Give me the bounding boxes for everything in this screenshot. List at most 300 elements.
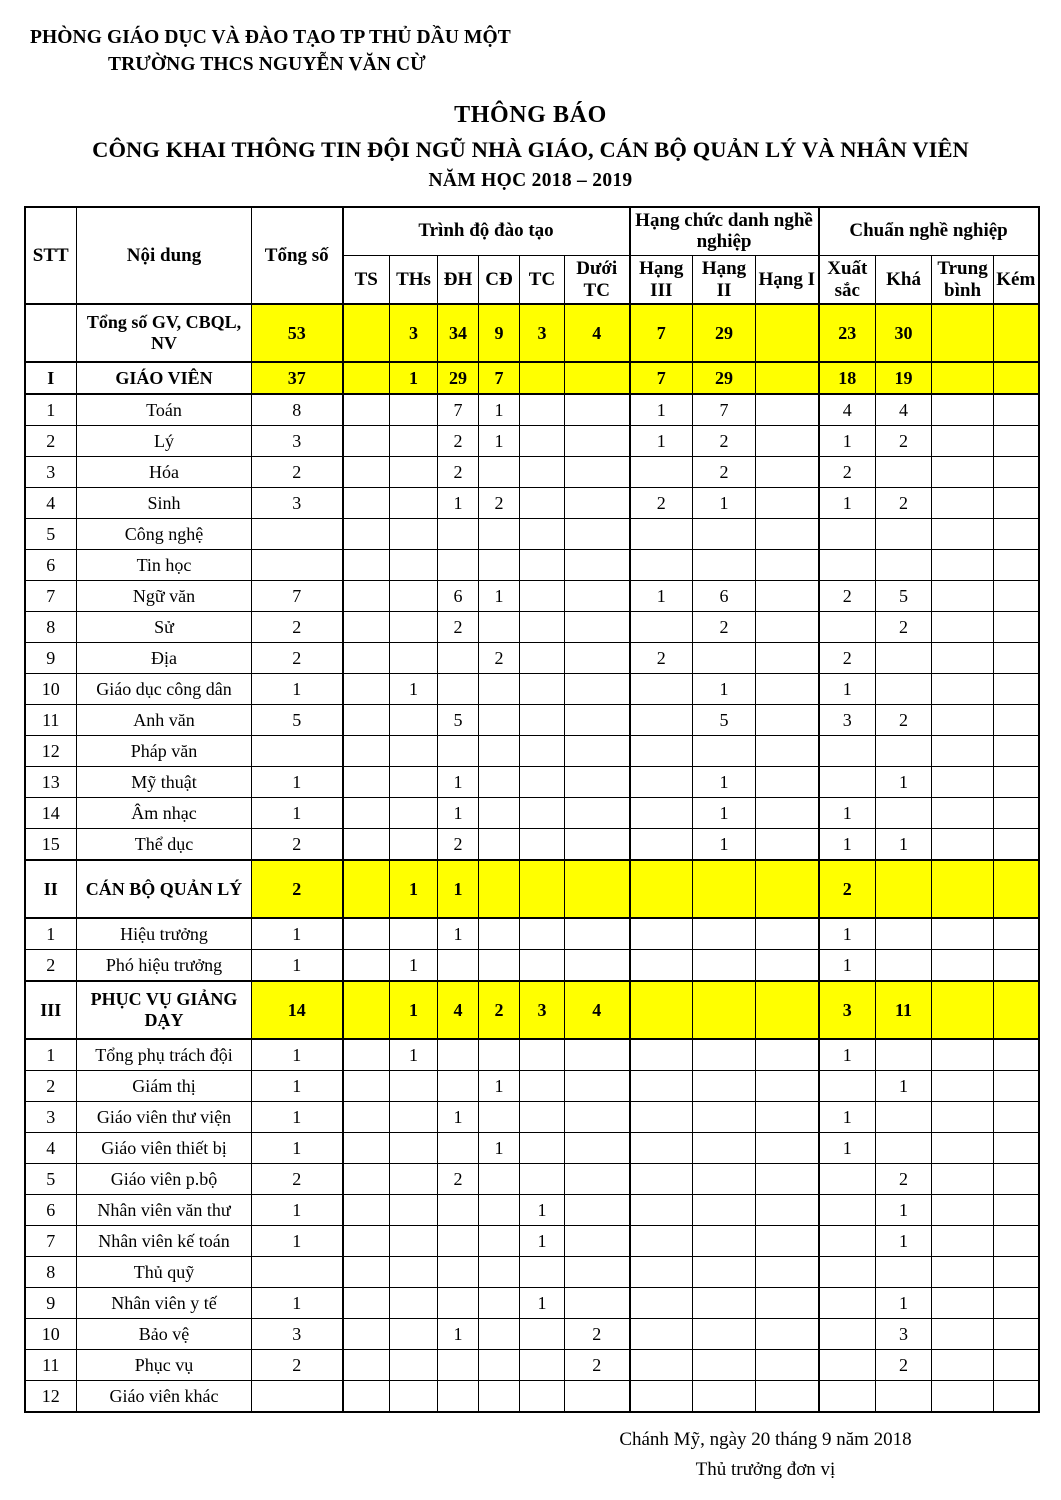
cell-hang-i xyxy=(756,581,819,612)
cell-kem xyxy=(994,550,1039,581)
row-stt: 2 xyxy=(25,950,77,982)
cell-ths xyxy=(390,829,438,861)
cell-cd: 9 xyxy=(479,304,520,362)
cell-xuat-sac xyxy=(819,550,876,581)
cell-dh: 1 xyxy=(438,1102,479,1133)
cell-kem xyxy=(994,1195,1039,1226)
cell-ts xyxy=(343,1195,390,1226)
table-row xyxy=(25,950,1039,982)
cell-xuat-sac: 1 xyxy=(819,1133,876,1164)
cell-ths xyxy=(390,488,438,519)
cell-dh xyxy=(438,643,479,674)
cell-kem xyxy=(994,1319,1039,1350)
cell-tong-so xyxy=(252,550,343,581)
table-row xyxy=(25,1350,1039,1381)
cell-ths: 1 xyxy=(390,362,438,394)
cell-dh: 2 xyxy=(438,829,479,861)
cell-duoi-tc xyxy=(565,643,630,674)
row-stt: 2 xyxy=(25,1071,77,1102)
cell-ts xyxy=(343,519,390,550)
cell-ths xyxy=(390,643,438,674)
cell-tc xyxy=(520,1350,565,1381)
cell-trung-binh xyxy=(932,1226,994,1257)
cell-ths xyxy=(390,1164,438,1195)
cell-dh xyxy=(438,1226,479,1257)
cell-duoi-tc xyxy=(565,1039,630,1071)
table-row xyxy=(25,1039,1039,1071)
cell-xuat-sac xyxy=(819,1350,876,1381)
row-stt: 14 xyxy=(25,798,77,829)
cell-duoi-tc xyxy=(565,394,630,426)
cell-hang-iii xyxy=(630,767,693,798)
cell-tc: 1 xyxy=(520,1226,565,1257)
cell-cd xyxy=(479,736,520,767)
cell-kem xyxy=(994,1288,1039,1319)
cell-dh: 1 xyxy=(438,860,479,918)
cell-duoi-tc xyxy=(565,950,630,982)
row-label: Hóa xyxy=(77,457,252,488)
cell-trung-binh xyxy=(932,643,994,674)
cell-tc xyxy=(520,426,565,457)
cell-trung-binh xyxy=(932,1164,994,1195)
cell-hang-ii xyxy=(693,1133,756,1164)
cell-cd: 1 xyxy=(479,426,520,457)
cell-xuat-sac: 1 xyxy=(819,1102,876,1133)
cell-hang-i xyxy=(756,767,819,798)
row-label: Thủ quỹ xyxy=(77,1257,252,1288)
cell-duoi-tc xyxy=(565,1164,630,1195)
cell-tong-so xyxy=(252,1381,343,1413)
row-label: Giáo viên thiết bị xyxy=(77,1133,252,1164)
table-row xyxy=(25,981,1039,1039)
cell-dh xyxy=(438,1350,479,1381)
cell-kha: 1 xyxy=(876,829,932,861)
cell-tc xyxy=(520,612,565,643)
cell-duoi-tc xyxy=(565,550,630,581)
row-label: Phó hiệu trưởng xyxy=(77,950,252,982)
cell-ts xyxy=(343,1257,390,1288)
row-label: Giáo viên p.bộ xyxy=(77,1164,252,1195)
row-stt: 5 xyxy=(25,519,77,550)
cell-cd xyxy=(479,550,520,581)
cell-hang-ii: 1 xyxy=(693,798,756,829)
cell-tc: 1 xyxy=(520,1195,565,1226)
row-stt: 9 xyxy=(25,1288,77,1319)
table-header-row-groups xyxy=(25,207,1039,256)
cell-hang-iii xyxy=(630,860,693,918)
cell-cd xyxy=(479,519,520,550)
cell-hang-iii xyxy=(630,674,693,705)
cell-tong-so: 2 xyxy=(252,612,343,643)
cell-dh xyxy=(438,1381,479,1413)
cell-hang-iii xyxy=(630,981,693,1039)
cell-tong-so: 3 xyxy=(252,426,343,457)
cell-trung-binh xyxy=(932,1195,994,1226)
cell-ths xyxy=(390,581,438,612)
cell-dh xyxy=(438,1288,479,1319)
cell-kha: 2 xyxy=(876,612,932,643)
cell-kem xyxy=(994,829,1039,861)
cell-cd: 1 xyxy=(479,394,520,426)
cell-tc xyxy=(520,550,565,581)
cell-kha: 5 xyxy=(876,581,932,612)
cell-kem xyxy=(994,1039,1039,1071)
cell-hang-ii: 2 xyxy=(693,457,756,488)
table-row xyxy=(25,674,1039,705)
cell-duoi-tc xyxy=(565,1195,630,1226)
cell-xuat-sac xyxy=(819,1226,876,1257)
cell-cd: 2 xyxy=(479,643,520,674)
cell-kem xyxy=(994,1350,1039,1381)
cell-hang-i xyxy=(756,1288,819,1319)
cell-ths xyxy=(390,612,438,643)
cell-kha xyxy=(876,1039,932,1071)
row-label: PHỤC VỤ GIẢNG DẠY xyxy=(77,981,252,1039)
cell-hang-ii: 2 xyxy=(693,426,756,457)
table-row xyxy=(25,860,1039,918)
cell-hang-ii xyxy=(693,1195,756,1226)
cell-ts xyxy=(343,426,390,457)
cell-ths xyxy=(390,767,438,798)
cell-tong-so: 1 xyxy=(252,1133,343,1164)
cell-xuat-sac xyxy=(819,1319,876,1350)
cell-kha xyxy=(876,1257,932,1288)
cell-hang-ii xyxy=(693,860,756,918)
cell-kha: 30 xyxy=(876,304,932,362)
cell-hang-iii xyxy=(630,918,693,950)
cell-hang-ii xyxy=(693,950,756,982)
cell-tong-so: 1 xyxy=(252,767,343,798)
cell-kha: 1 xyxy=(876,1226,932,1257)
cell-ths xyxy=(390,426,438,457)
table-row xyxy=(25,362,1039,394)
cell-hang-ii xyxy=(693,981,756,1039)
cell-kem xyxy=(994,612,1039,643)
cell-cd xyxy=(479,1164,520,1195)
cell-dh xyxy=(438,550,479,581)
cell-kem xyxy=(994,798,1039,829)
cell-hang-iii: 1 xyxy=(630,426,693,457)
col-header-kem: Kém xyxy=(994,255,1039,304)
cell-tong-so: 1 xyxy=(252,1226,343,1257)
cell-ts xyxy=(343,394,390,426)
row-stt: 11 xyxy=(25,1350,77,1381)
cell-kem xyxy=(994,304,1039,362)
cell-hang-i xyxy=(756,1350,819,1381)
cell-trung-binh xyxy=(932,798,994,829)
cell-hang-i xyxy=(756,488,819,519)
cell-duoi-tc xyxy=(565,488,630,519)
cell-tc xyxy=(520,362,565,394)
table-row xyxy=(25,643,1039,674)
cell-dh xyxy=(438,950,479,982)
row-stt: 4 xyxy=(25,488,77,519)
cell-hang-i xyxy=(756,394,819,426)
cell-hang-ii xyxy=(693,1039,756,1071)
cell-xuat-sac: 1 xyxy=(819,674,876,705)
cell-xuat-sac: 3 xyxy=(819,705,876,736)
letterhead xyxy=(0,0,1061,78)
cell-trung-binh xyxy=(932,362,994,394)
cell-xuat-sac: 2 xyxy=(819,643,876,674)
cell-xuat-sac xyxy=(819,1071,876,1102)
table-row xyxy=(25,394,1039,426)
cell-trung-binh xyxy=(932,705,994,736)
cell-xuat-sac: 1 xyxy=(819,488,876,519)
cell-xuat-sac xyxy=(819,612,876,643)
cell-tc xyxy=(520,767,565,798)
cell-hang-ii xyxy=(693,1226,756,1257)
cell-tong-so: 1 xyxy=(252,1102,343,1133)
cell-tong-so: 1 xyxy=(252,950,343,982)
cell-cd xyxy=(479,1288,520,1319)
cell-hang-iii: 2 xyxy=(630,488,693,519)
col-header-cd: CĐ xyxy=(479,255,520,304)
cell-duoi-tc xyxy=(565,581,630,612)
cell-trung-binh xyxy=(932,767,994,798)
row-stt: 8 xyxy=(25,612,77,643)
cell-duoi-tc xyxy=(565,457,630,488)
cell-cd xyxy=(479,1195,520,1226)
col-header-hang-iii: Hạng III xyxy=(630,255,693,304)
row-stt: III xyxy=(25,981,77,1039)
cell-ts xyxy=(343,1133,390,1164)
cell-hang-i xyxy=(756,860,819,918)
col-header-hang-i: Hạng I xyxy=(756,255,819,304)
col-group-header-trinh-do-dao-tao: Trình độ đào tạo xyxy=(343,207,630,256)
cell-kha: 1 xyxy=(876,1288,932,1319)
cell-xuat-sac: 1 xyxy=(819,798,876,829)
row-stt: 1 xyxy=(25,394,77,426)
cell-cd: 7 xyxy=(479,362,520,394)
cell-tc xyxy=(520,1164,565,1195)
cell-hang-iii xyxy=(630,736,693,767)
cell-xuat-sac: 23 xyxy=(819,304,876,362)
cell-ts xyxy=(343,705,390,736)
cell-xuat-sac xyxy=(819,1257,876,1288)
cell-cd xyxy=(479,1102,520,1133)
cell-cd xyxy=(479,705,520,736)
cell-kha xyxy=(876,918,932,950)
cell-tc xyxy=(520,736,565,767)
row-stt: 12 xyxy=(25,1381,77,1413)
table-row xyxy=(25,736,1039,767)
cell-kha xyxy=(876,950,932,982)
cell-hang-ii: 1 xyxy=(693,829,756,861)
row-stt: 1 xyxy=(25,918,77,950)
cell-duoi-tc xyxy=(565,705,630,736)
cell-ths xyxy=(390,1381,438,1413)
cell-trung-binh xyxy=(932,674,994,705)
cell-ths xyxy=(390,1288,438,1319)
cell-hang-iii xyxy=(630,457,693,488)
cell-dh: 7 xyxy=(438,394,479,426)
cell-tong-so: 1 xyxy=(252,1195,343,1226)
cell-ts xyxy=(343,457,390,488)
row-label: Lý xyxy=(77,426,252,457)
cell-hang-iii xyxy=(630,1195,693,1226)
table-row xyxy=(25,1071,1039,1102)
col-header-hang-ii: Hạng II xyxy=(693,255,756,304)
cell-duoi-tc xyxy=(565,767,630,798)
row-stt: 7 xyxy=(25,1226,77,1257)
row-label: Giám thị xyxy=(77,1071,252,1102)
row-stt: 9 xyxy=(25,643,77,674)
cell-trung-binh xyxy=(932,860,994,918)
cell-duoi-tc xyxy=(565,674,630,705)
cell-kem xyxy=(994,426,1039,457)
cell-trung-binh xyxy=(932,612,994,643)
cell-kha xyxy=(876,1133,932,1164)
cell-dh xyxy=(438,1195,479,1226)
cell-hang-i xyxy=(756,426,819,457)
col-header-ths: THs xyxy=(390,255,438,304)
cell-hang-ii xyxy=(693,736,756,767)
cell-cd xyxy=(479,829,520,861)
row-stt: 3 xyxy=(25,457,77,488)
cell-kem xyxy=(994,705,1039,736)
cell-kem xyxy=(994,918,1039,950)
col-group-header-hang-chuc-danh: Hạng chức danh nghề nghiệp xyxy=(630,207,819,256)
table-row xyxy=(25,1226,1039,1257)
row-stt: 8 xyxy=(25,1257,77,1288)
cell-ts xyxy=(343,736,390,767)
cell-hang-i xyxy=(756,1257,819,1288)
cell-kem xyxy=(994,674,1039,705)
cell-hang-ii xyxy=(693,1102,756,1133)
cell-ths xyxy=(390,457,438,488)
cell-tong-so: 2 xyxy=(252,1350,343,1381)
cell-kha xyxy=(876,674,932,705)
cell-trung-binh xyxy=(932,1381,994,1413)
row-label: Nhân viên kế toán xyxy=(77,1226,252,1257)
cell-tong-so: 1 xyxy=(252,1288,343,1319)
cell-hang-iii: 1 xyxy=(630,581,693,612)
cell-hang-iii xyxy=(630,798,693,829)
cell-duoi-tc xyxy=(565,1071,630,1102)
document-title: THÔNG BÁO xyxy=(454,101,607,128)
cell-ths xyxy=(390,1319,438,1350)
cell-ths xyxy=(390,1257,438,1288)
cell-trung-binh xyxy=(932,1319,994,1350)
cell-trung-binh xyxy=(932,488,994,519)
cell-cd xyxy=(479,860,520,918)
cell-tong-so: 7 xyxy=(252,581,343,612)
row-stt: 13 xyxy=(25,767,77,798)
table-body xyxy=(25,304,1039,1412)
cell-dh: 6 xyxy=(438,581,479,612)
cell-dh xyxy=(438,736,479,767)
cell-tong-so: 2 xyxy=(252,1164,343,1195)
cell-kha xyxy=(876,550,932,581)
row-stt: 1 xyxy=(25,1039,77,1071)
cell-trung-binh xyxy=(932,1288,994,1319)
cell-hang-ii xyxy=(693,550,756,581)
cell-ts xyxy=(343,1288,390,1319)
row-label: Âm nhạc xyxy=(77,798,252,829)
cell-kha xyxy=(876,643,932,674)
cell-duoi-tc xyxy=(565,829,630,861)
cell-hang-i xyxy=(756,918,819,950)
cell-kem xyxy=(994,457,1039,488)
cell-kha: 2 xyxy=(876,1164,932,1195)
cell-ts xyxy=(343,950,390,982)
cell-duoi-tc xyxy=(565,1133,630,1164)
cell-ths xyxy=(390,550,438,581)
cell-ts xyxy=(343,362,390,394)
cell-ths xyxy=(390,705,438,736)
cell-dh: 34 xyxy=(438,304,479,362)
cell-cd xyxy=(479,1350,520,1381)
row-stt: 7 xyxy=(25,581,77,612)
cell-dh xyxy=(438,1257,479,1288)
cell-ts xyxy=(343,1381,390,1413)
row-label: Bảo vệ xyxy=(77,1319,252,1350)
cell-hang-ii xyxy=(693,1288,756,1319)
cell-tong-so xyxy=(252,736,343,767)
school-year: NĂM HỌC 2018 – 2019 xyxy=(428,170,633,192)
cell-hang-i xyxy=(756,950,819,982)
table-row xyxy=(25,918,1039,950)
cell-tc xyxy=(520,829,565,861)
cell-hang-iii xyxy=(630,1288,693,1319)
cell-ts xyxy=(343,798,390,829)
cell-tong-so xyxy=(252,1257,343,1288)
col-header-trung-binh: Trung bình xyxy=(932,255,994,304)
cell-hang-iii xyxy=(630,950,693,982)
col-group-header-chuan-nghe-nghiep: Chuẩn nghề nghiệp xyxy=(819,207,1039,256)
cell-duoi-tc xyxy=(565,798,630,829)
cell-xuat-sac: 1 xyxy=(819,918,876,950)
cell-kha: 2 xyxy=(876,426,932,457)
row-label: Hiệu trưởng xyxy=(77,918,252,950)
cell-hang-i xyxy=(756,550,819,581)
cell-tong-so: 2 xyxy=(252,829,343,861)
cell-duoi-tc: 4 xyxy=(565,304,630,362)
cell-kha xyxy=(876,860,932,918)
table-row xyxy=(25,457,1039,488)
cell-cd xyxy=(479,767,520,798)
row-stt: II xyxy=(25,860,77,918)
cell-tc xyxy=(520,1381,565,1413)
cell-hang-iii xyxy=(630,612,693,643)
cell-trung-binh xyxy=(932,829,994,861)
cell-hang-ii xyxy=(693,1071,756,1102)
cell-cd xyxy=(479,950,520,982)
cell-hang-iii xyxy=(630,1257,693,1288)
table-row xyxy=(25,519,1039,550)
cell-trung-binh xyxy=(932,1133,994,1164)
cell-dh xyxy=(438,674,479,705)
table-row xyxy=(25,1319,1039,1350)
cell-cd xyxy=(479,1257,520,1288)
cell-tong-so: 5 xyxy=(252,705,343,736)
signature-role: Thủ trưởng đơn vị xyxy=(695,1458,836,1480)
table-row xyxy=(25,426,1039,457)
cell-hang-i xyxy=(756,1195,819,1226)
cell-hang-iii xyxy=(630,1319,693,1350)
signature-place-date: Chánh Mỹ, ngày 20 tháng 9 năm 2018 xyxy=(619,1429,912,1451)
cell-tc xyxy=(520,1102,565,1133)
col-header-tc: TC xyxy=(520,255,565,304)
cell-xuat-sac: 2 xyxy=(819,860,876,918)
cell-dh: 5 xyxy=(438,705,479,736)
table-row xyxy=(25,1257,1039,1288)
cell-dh: 1 xyxy=(438,767,479,798)
row-label: CÁN BỘ QUẢN LÝ xyxy=(77,860,252,918)
cell-tc: 3 xyxy=(520,981,565,1039)
cell-hang-iii: 2 xyxy=(630,643,693,674)
